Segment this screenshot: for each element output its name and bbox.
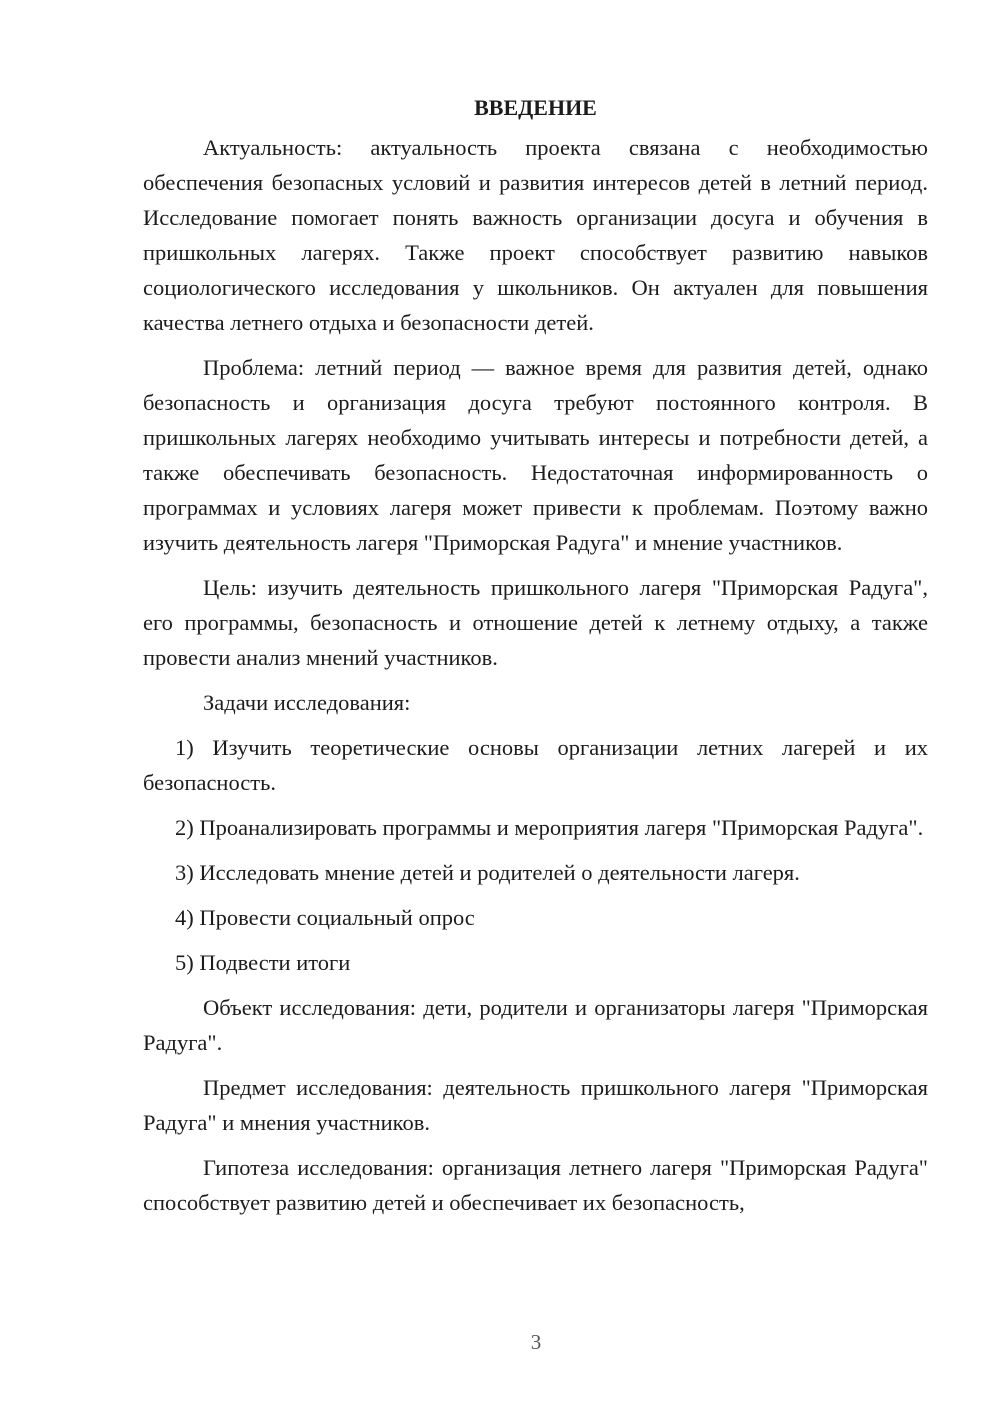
subject-paragraph: Предмет исследования: деятельность пришкольного лагеря "Приморская Радуга" и мнения участников. [143,1075,928,1135]
relevance-paragraph: Актуальность: актуальность проекта связана с необходимостью обеспечения безопасных условий и развития интересов детей в летний период. Исследование помогает понять важность организации досуга и обучения в пришкольных лагерях. Также проект способствует развитию навыков социологического исследования у школьников. Он актуален для повышения качества летнего отдыха и безопасности детей. [143,135,928,335]
goal-paragraph: Цель: изучить деятельность пришкольного лагеря "Приморская Радуга", его программы, безопасность и отношение детей к летнему отдыху, а также провести анализ мнений участников. [143,575,928,670]
problem-paragraph: Проблема: летний период — важное время для развития детей, однако безопасность и организация досуга требуют постоянного контроля. В пришкольных лагерях необходимо учитывать интересы и потребности детей, а также обеспечивать безопасность. Недостаточная информированность о программах и условиях лагеря может привести к проблемам. Поэтому важно изучить деятельность лагеря "Приморская Радуга" и мнение участников. [143,355,928,555]
object-paragraph: Объект исследования: дети, родители и организаторы лагеря "Приморская Радуга". [143,995,928,1055]
hypothesis-paragraph: Гипотеза исследования: организация летнего лагеря "Приморская Радуга" способствует развитию детей и обеспечивает их безопасность, [143,1155,928,1215]
task-item-2: 2) Проанализировать программы и мероприятия лагеря "Приморская Радуга". [175,815,924,840]
document-page [143,90,928,1230]
section-heading: ВВЕДЕНИЕ [474,95,597,120]
task-item-5: 5) Подвести итоги [175,950,351,975]
task-item-4: 4) Провести социальный опрос [175,905,475,930]
task-item-3: 3) Исследовать мнение детей и родителей о деятельности лагеря. [175,860,800,885]
task-item-1: 1) Изучить теоретические основы организации летних лагерей и их безопасность. [143,735,928,795]
page-number: 3 [530,1330,542,1354]
tasks-title: Задачи исследования: [203,690,411,715]
